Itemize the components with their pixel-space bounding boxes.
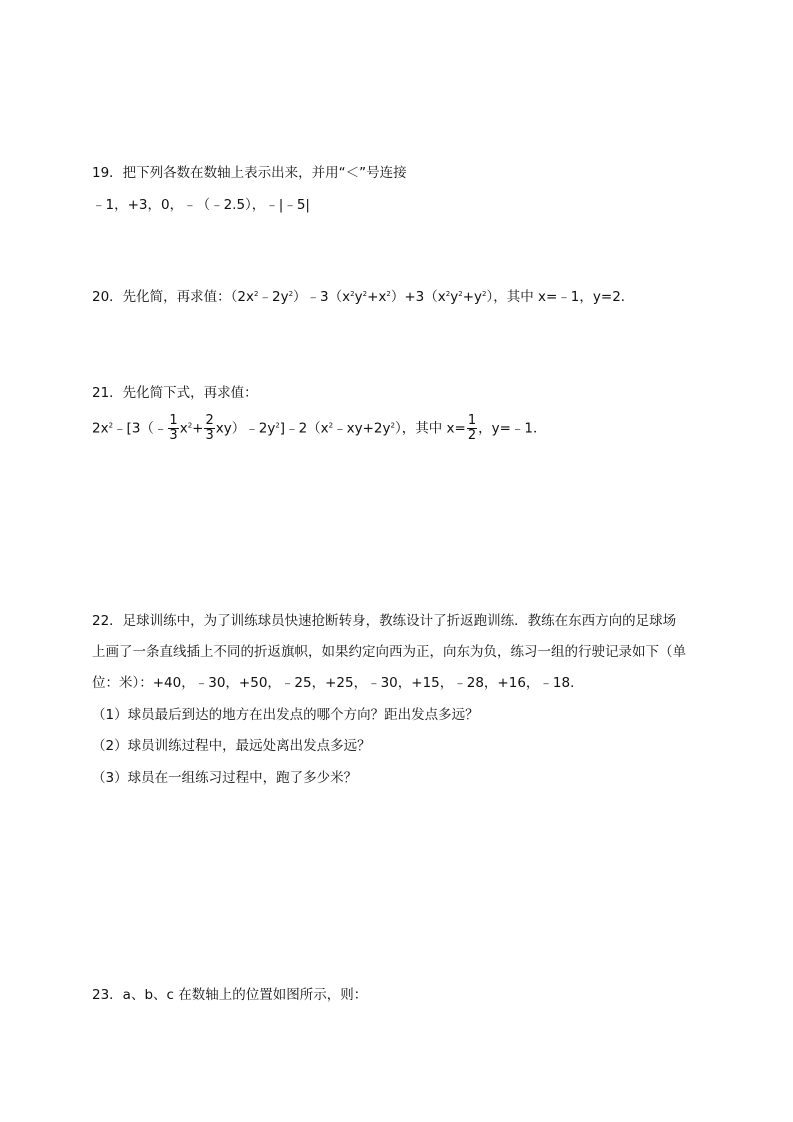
question-19: 19．把下列各数在数轴上表示出来，并用“＜”号连接 [92,165,407,181]
question-23: 23．a、b、c 在数轴上的位置如图所示，则： [92,987,368,1003]
fraction-one-half: $\frac{1}{2}$ [467,413,477,443]
question-22-sub-1: （1）球员最后到达的地方在出发点的哪个方向？距出发点多远？ [92,707,479,723]
fraction-two-thirds: $\frac{2}{3}$ [205,413,214,443]
question-19-numbers: ﹣1，+3，0，﹣（﹣2.5），﹣|﹣5| [92,197,310,213]
question-22-sub-3: （3）球员在一组练习过程中，跑了多少米？ [92,770,358,786]
question-21: 21．先化简下式，再求值： [92,385,258,401]
question-20: 20．先化简，再求值：$(2x^2﹣2y^2)﹣3(x^2y^2+x^2)+3(x^2y^2+y^2)$，其中 x=﹣1，y=2． [92,289,635,305]
question-22-line-1: 22．足球训练中，为了训练球员快速抢断转身，教练设计了折返跑训练．教练在东西方向的足球场 [92,613,677,629]
question-22-line-2: 上画了一条直线插上不同的折返旗帜，如果约定向西为正，向东为负，练习一组的行驶记录如下（单 [92,644,686,660]
question-21-expression: $2x^2﹣[3(﹣$ $\frac{1}{3}$ $x^2+$ $\frac{2}{3}$ $xy)﹣2y^2]﹣2(x^2﹣xy+2y^2)$，其中 x= $\frac{1}{2}$ ，y=﹣1． [92,413,547,443]
question-22-line-3: 位：米）：+40，﹣30，+50，﹣25，+25，﹣30，+15，﹣28，+16，﹣18． [92,675,584,691]
question-22-sub-2: （2）球员训练过程中，最远处离出发点多远？ [92,738,371,754]
fraction-one-third: $\frac{1}{3}$ [169,413,178,443]
